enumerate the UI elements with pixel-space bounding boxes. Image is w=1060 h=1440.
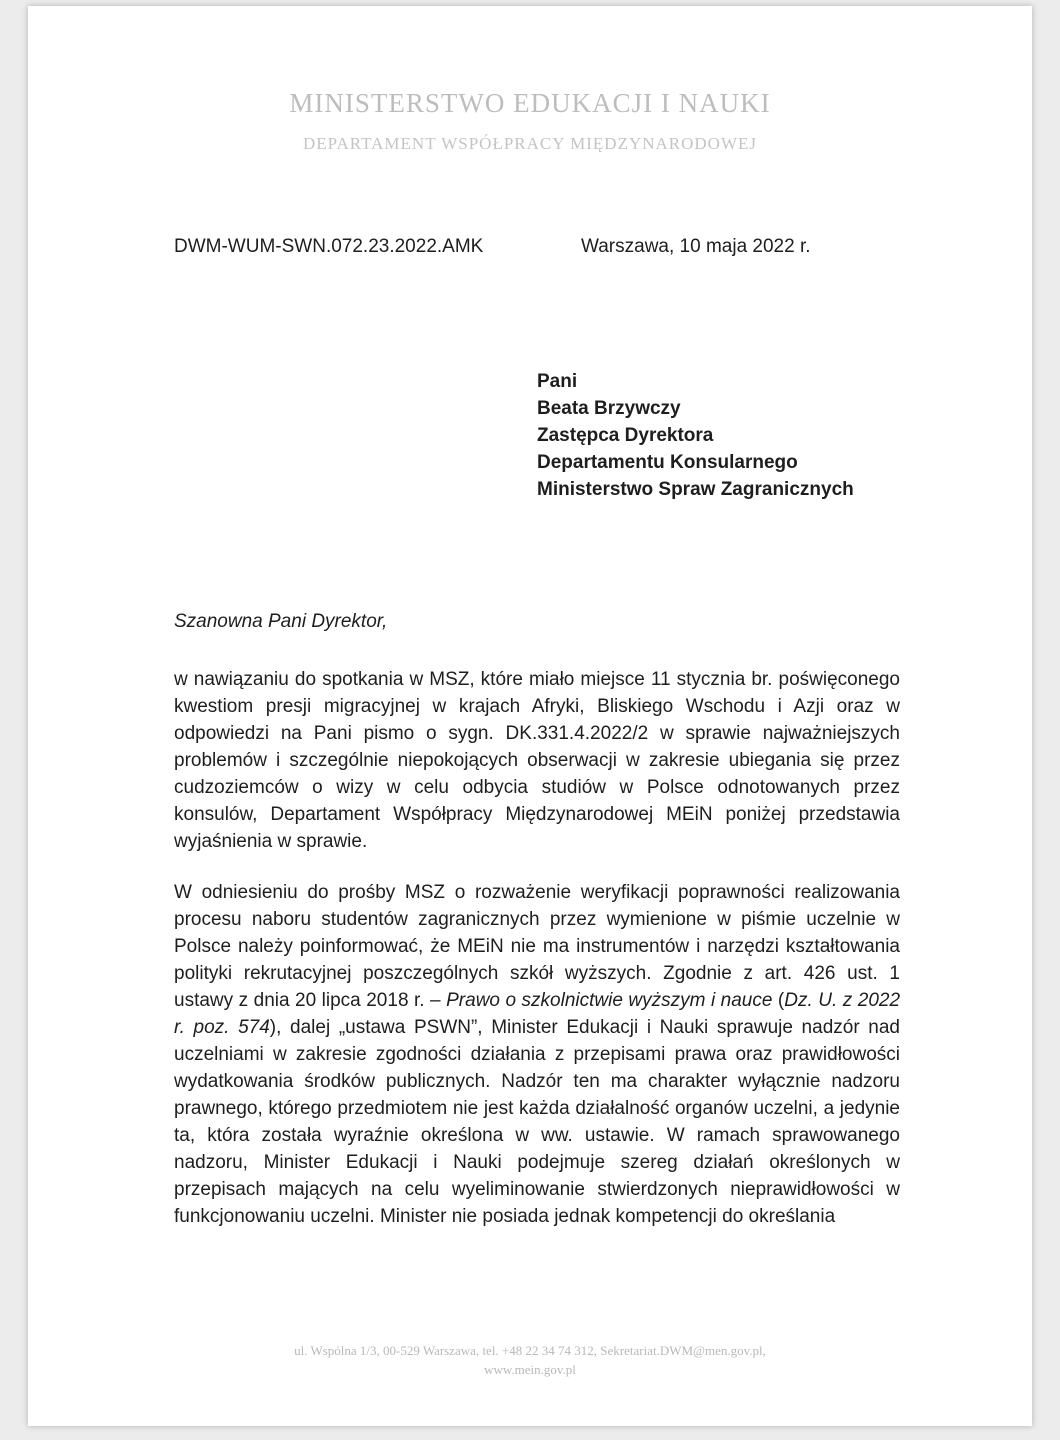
- addressee-ministry: Ministerstwo Spraw Zagranicznych: [537, 479, 854, 500]
- place-date: Warszawa, 10 maja 2022 r.: [581, 236, 811, 257]
- addressee-line: Pani: [537, 371, 578, 392]
- department-header: DEPARTAMENT WSPÓŁPRACY MIĘDZYNARODOWEJ: [302, 134, 758, 153]
- salutation: Szanowna Pani Dyrektor,: [174, 611, 388, 632]
- addressee-position: Zastępca Dyrektora: [537, 425, 714, 446]
- paragraph-text: ), dalej „ustawa PSWN”, Minister Edukacji i Nauki sprawuje nadzór nad uczelniami w zakresie zgodności działania z przepisami prawa oraz prawidłowości wydatkowania środków publicznych. Nadzór ten ma charakter wyłącznie nadzoru prawnego, którego przedmiotem nie jest każda działalność organów uczelni, a jedynie ta, która została wyraźnie określona w ww. ustawie. W ramach sprawowanego nadzoru, Minister Edukacji i Nauki podejmuje szereg działań określonych w przepisach mających na celu wyeliminowanie stwierdzonych nieprawidłowości w funkcjonowaniu uczelni. Minister nie posiada jednak kompetencji do określania: [174, 1017, 900, 1227]
- addressee-block: [537, 368, 854, 503]
- letter-page: [28, 6, 1032, 1426]
- paragraph-text: (: [772, 990, 785, 1011]
- addressee-department: Departamentu Konsularnego: [537, 452, 798, 473]
- body-paragraph-1: w nawiązaniu do spotkania w MSZ, które miało miejsce 11 stycznia br. poświęconego kwestiom presji migracyjnej w krajach Afryki, Bliskiego Wschodu i Azji oraz w odpowiedzi na Pani pismo o sygn. DK.331.4.2022/2 w sprawie najważniejszych problemów i szczególnie niepokojących obserwacji w zakresie ubiegania się przez cudzoziemców o wizy w celu odbycia studiów w Polsce odnotowanych przez konsulów, Departament Współpracy Międzynarodowej MEiN poniżej przedstawia wyjaśnienia w sprawie.: [174, 669, 900, 852]
- addressee-name: Beata Brzywczy: [537, 398, 681, 419]
- paragraph-text: W odniesieniu do prośby MSZ o rozważenie weryfikacji poprawności realizowania procesu naboru studentów zagranicznych przez wymienione w piśmie uczelnie w Polsce należy poinformować, że MEiN nie ma instrumentów i narzędzi kształtowania polityki rekrutacyjnej poszczególnych szkół wyższych. Zgodnie z art. 426 ust. 1 ustawy z dnia 20 lipca 2018 r. –: [174, 882, 900, 1011]
- footer-website: www.mein.gov.pl: [484, 1362, 576, 1377]
- footer-address: ul. Wspólna 1/3, 00-529 Warszawa, tel. +48 22 34 74 312, Sekretariat.DWM@men.gov.pl,: [294, 1343, 766, 1358]
- ministry-header: MINISTERSTWO EDUKACJI I NAUKI: [289, 88, 771, 118]
- body-paragraph-2: [174, 879, 900, 1230]
- act-title: Prawo o szkolnictwie wyższym i nauce: [446, 990, 773, 1011]
- reference-number: DWM-WUM-SWN.072.23.2022.AMK: [174, 236, 484, 257]
- journal-citation: Dz. U. z 2022 r. poz. 574: [174, 990, 901, 1038]
